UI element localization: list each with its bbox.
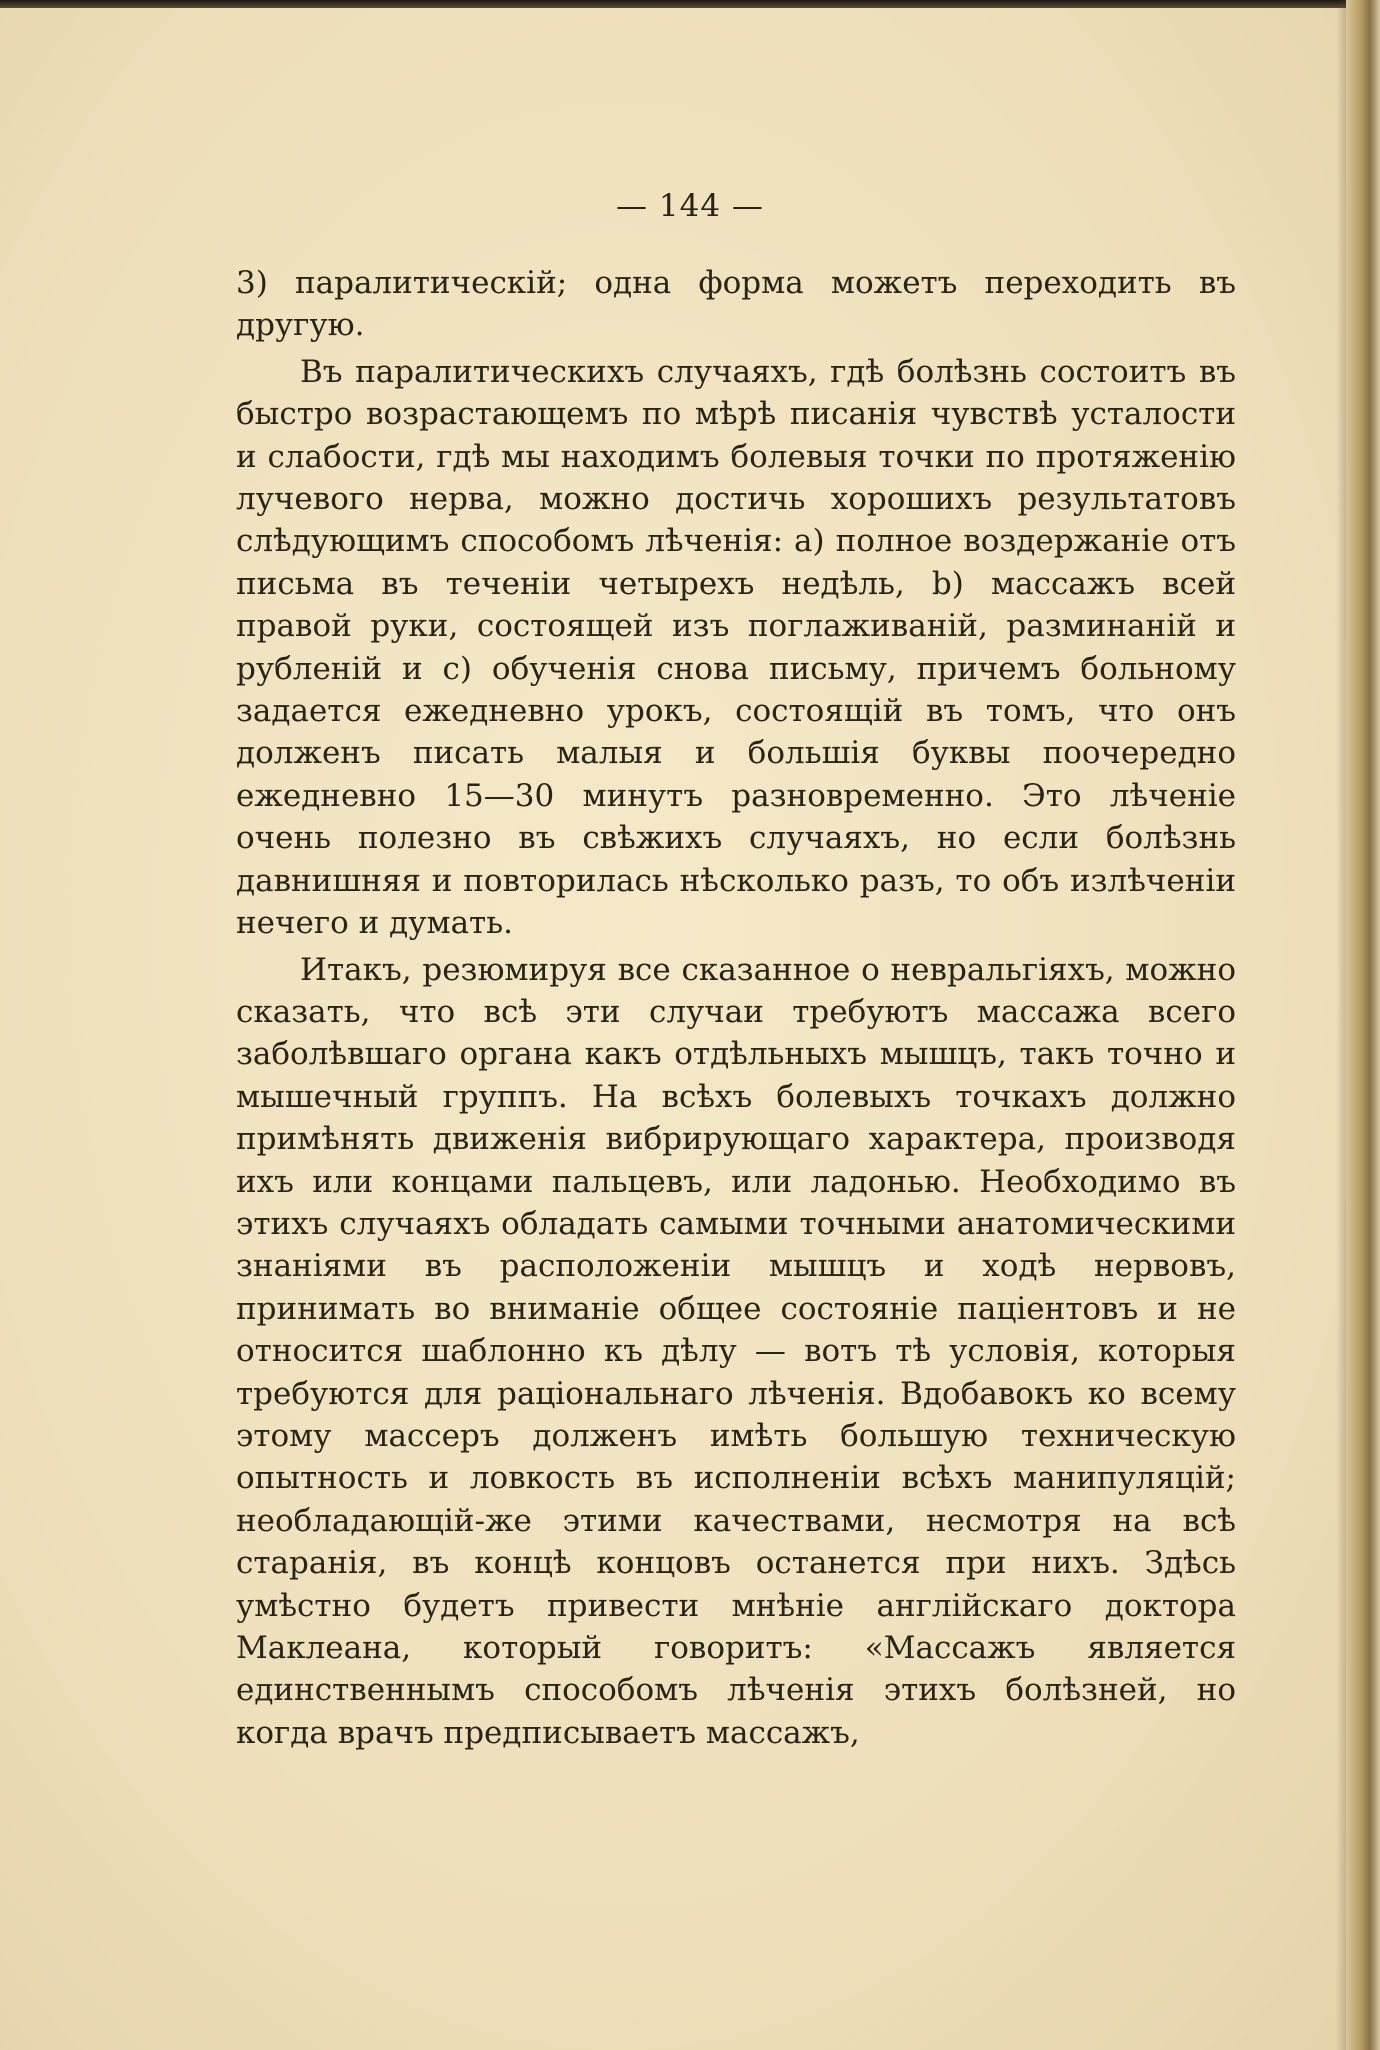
paragraph-1: 3) паралитическій; одна форма можетъ переходить въ другую.: [236, 265, 1236, 344]
paragraph-3: Итакъ, резюмируя все сказанное о невральгіяхъ, можно сказать, что всѣ эти случаи требуютъ массажа всего заболѣвшаго органа какъ отдѣльныхъ мышцъ, такъ точно и мышечный группъ. На всѣхъ болевыхъ точкахъ должно примѣнять движенія вибрирующаго характера, производя ихъ или концами пальцевъ, или ладонью. Необходимо въ этихъ случаяхъ обладать самыми точными анатомическими знаніями въ расположеніи мышцъ и ходѣ нервовъ, принимать во вниманіе общее состояніе паціентовъ и не относится шаблонно къ дѣлу — вотъ тѣ условія, которыя требуются для раціональнаго лѣченія. Вдобавокъ ко всему этому массеръ долженъ имѣть большую техническую опытность и ловкость въ исполненіи всѣхъ манипуляцій; необладающій-же этими качествами, несмотря на всѣ старанія, въ концѣ концовъ останется при нихъ. Здѣсь умѣстно будетъ привести мнѣніе англійскаго доктора Маклеана, который говоритъ: «Массажъ является единственнымъ способомъ лѣченія этихъ болѣзней, но когда врачъ предписываетъ массажъ,: [236, 951, 1236, 1751]
top-edge-shadow: [0, 0, 1380, 8]
body-text: [236, 262, 1236, 1754]
page-number: — 144 —: [616, 188, 764, 224]
page-right-edge: [1346, 0, 1380, 2050]
gutter-shadow: [1336, 0, 1346, 2050]
paragraph-2: Въ паралитическихъ случаяхъ, гдѣ болѣзнь состоитъ въ быстро возрастающемъ по мѣрѣ писанія чувствѣ усталости и слабости, гдѣ мы находимъ болевыя точки по протяженію лучевого нерва, можно достичь хорошихъ результатовъ слѣдующимъ способомъ лѣченія: a) полное воздержаніе отъ письма въ теченіи четырехъ недѣль, b) массажъ всей правой руки, состоящей изъ поглаживаній, разминаній и рубленій и c) обученія снова письму, причемъ больному задается ежедневно урокъ, состоящій въ томъ, что онъ долженъ писать малыя и большія буквы поочередно ежедневно 15—30 минутъ разновременно. Это лѣченіе очень полезно въ свѣжихъ случаяхъ, но если болѣзнь давнишняя и повторилась нѣсколько разъ, то объ излѣченіи нечего и думать.: [236, 353, 1236, 942]
